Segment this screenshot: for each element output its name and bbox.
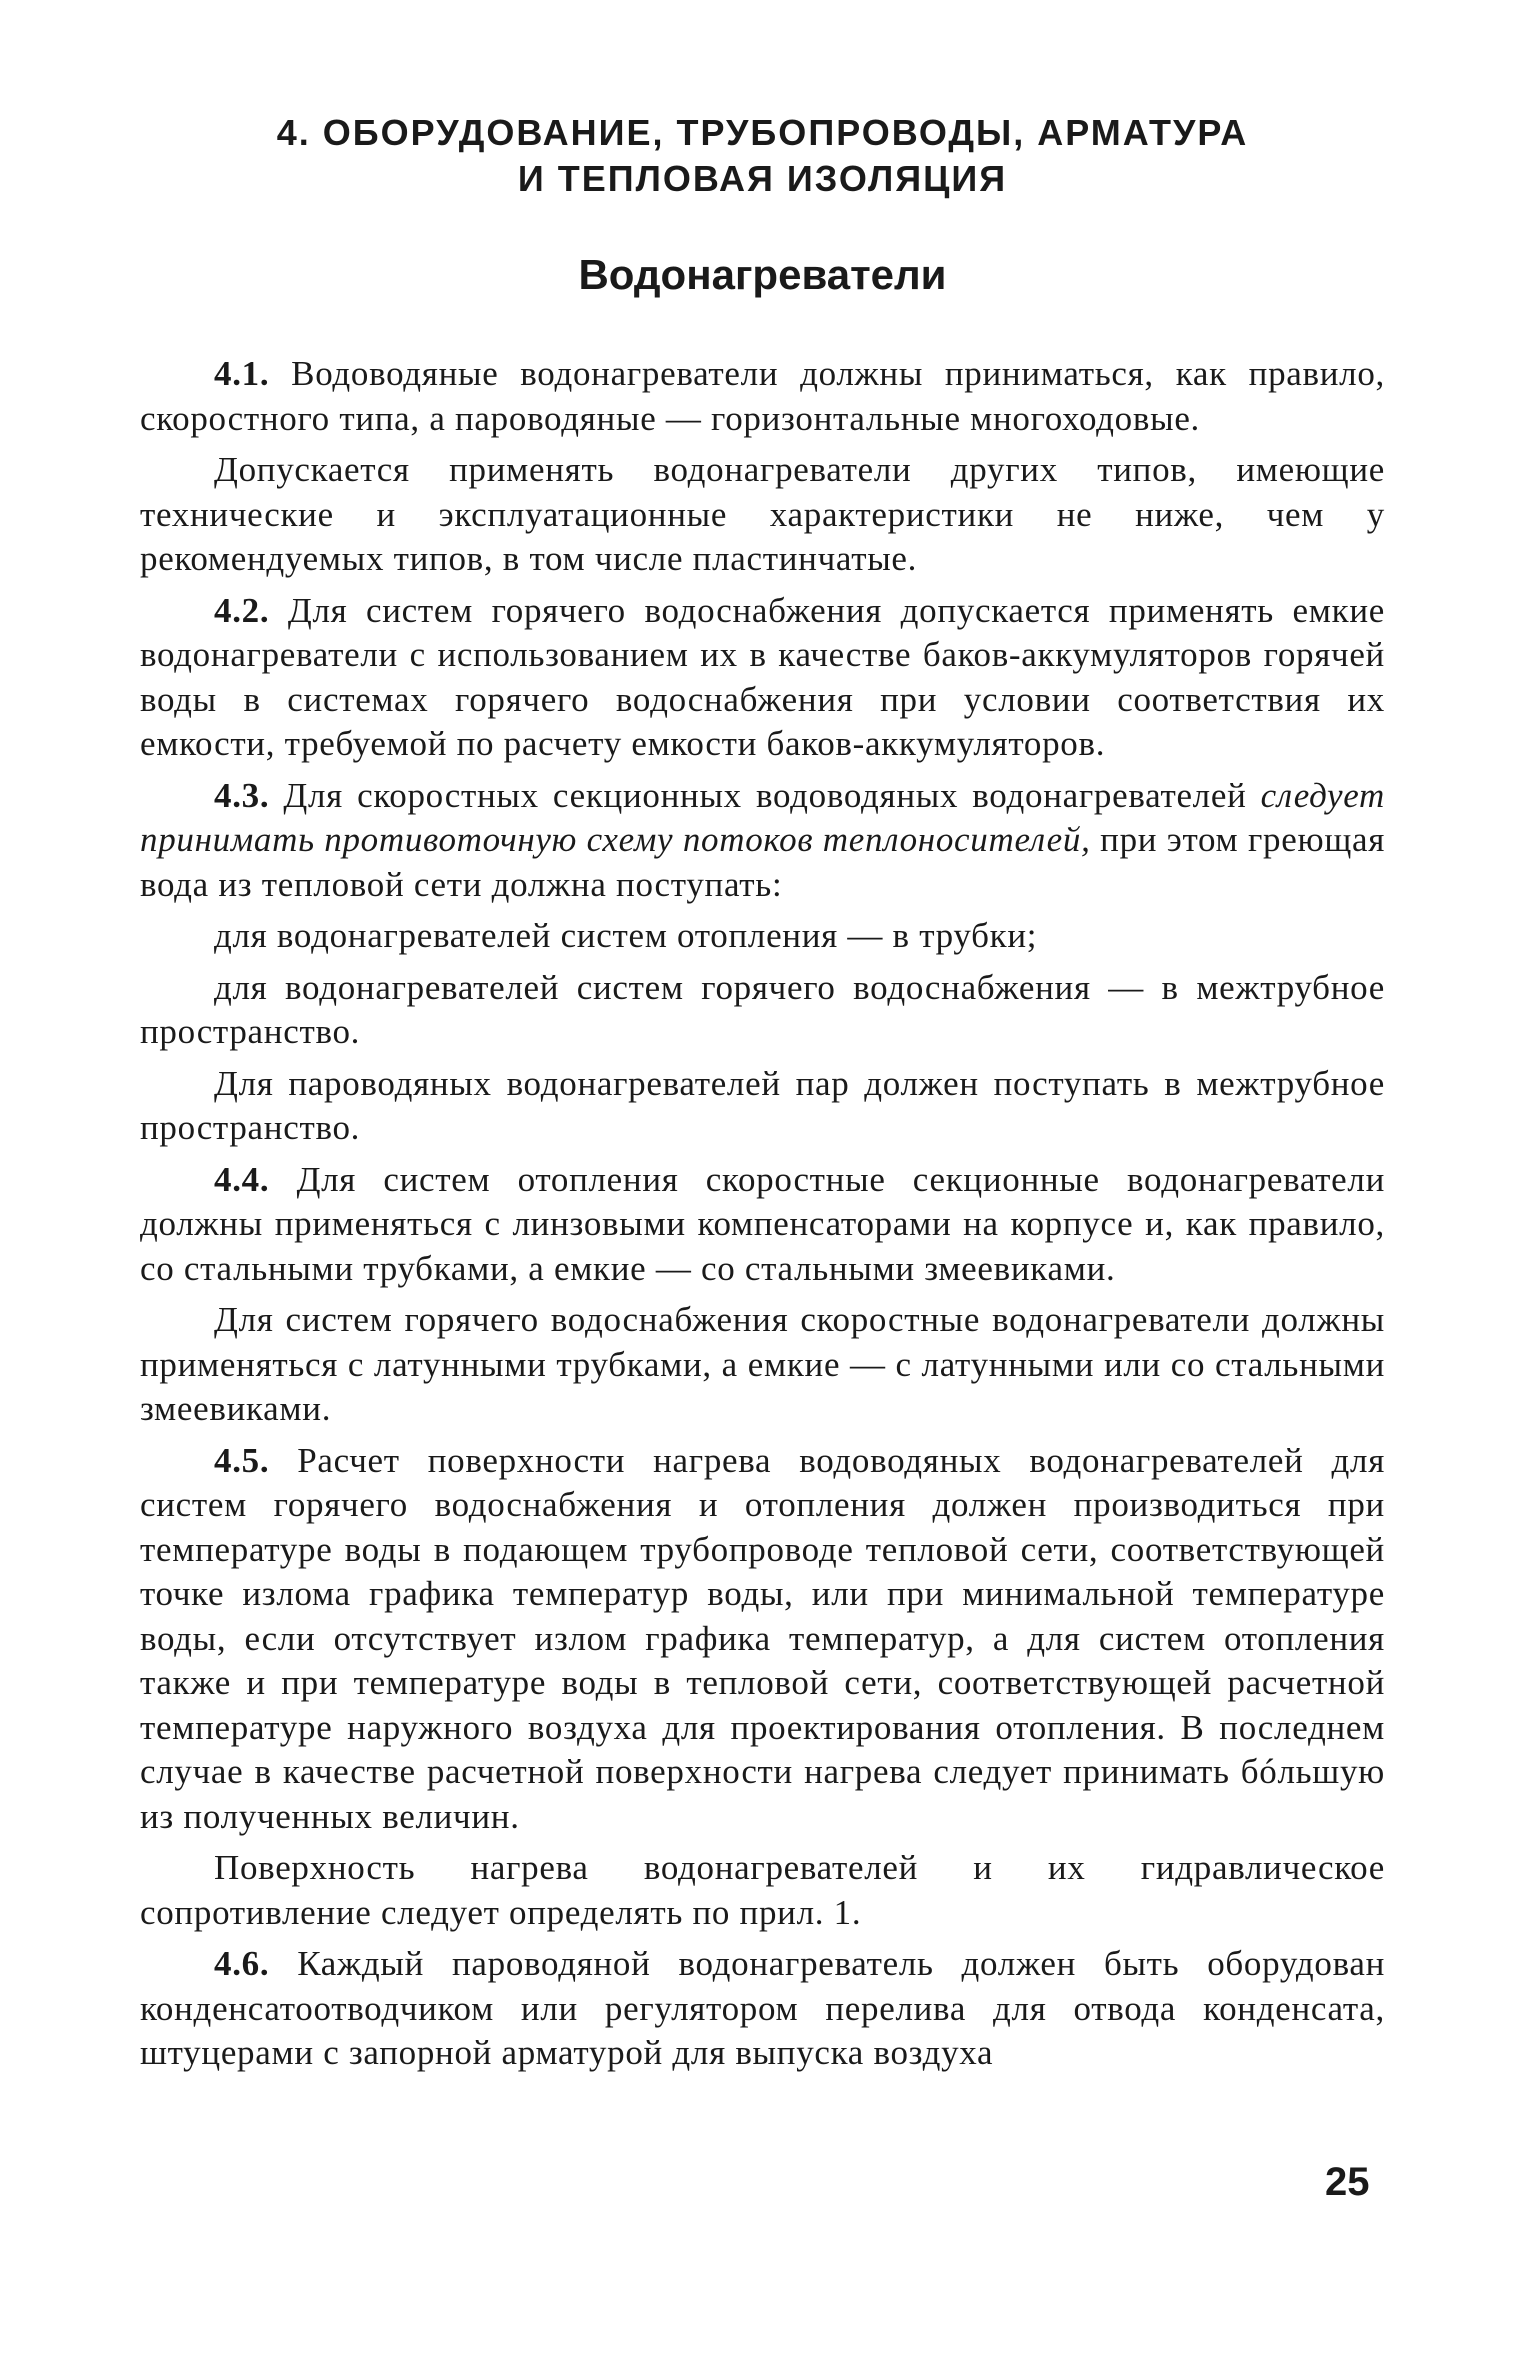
paragraph-text: Для пароводяных водонагревателей пар должен поступать в межтрубное пространство. <box>140 1063 1385 1147</box>
paragraph-text: Для систем горячего водоснабжения скоростные водонагреватели должны применяться с латунными трубками, а емкие — с латунными или со стальными змеевиками. <box>140 1300 1385 1428</box>
paragraph-italic-text: следует принимать противоточную схему потоков теплоносителей, <box>140 775 1385 859</box>
paragraph-text: Поверхность нагрева водонагревателей и их гидравлическое сопротивление следует определять по прил. 1. <box>140 1848 1385 1932</box>
paragraph-text: Для систем отопления скоростные секционные водонагреватели должны применяться с линзовыми компенсаторами на корпусе и, как правило, со стальными трубками, а емкие — со стальными змеевиками. <box>140 1159 1385 1288</box>
clause-number: 4.3. <box>214 775 270 815</box>
paragraph-text: для водонагревателей систем отопления — в трубки; <box>214 916 1038 955</box>
paragraph-4-5-note <box>140 1846 1385 1935</box>
clause-number: 4.2. <box>214 590 270 630</box>
clause-number: 4.5. <box>214 1440 270 1480</box>
paragraph-4-1 <box>140 352 1385 441</box>
paragraph-4-5 <box>140 1439 1385 1840</box>
paragraph-4-1-note <box>140 448 1385 582</box>
clause-number: 4.4. <box>214 1159 270 1199</box>
paragraph-4-4-hot-water <box>140 1298 1385 1432</box>
clause-number: 4.1. <box>214 354 270 393</box>
paragraph-4-3-steam <box>140 1062 1385 1151</box>
paragraph-4-2 <box>140 589 1385 767</box>
clause-number: 4.6. <box>214 1944 270 1983</box>
paragraph-4-3-item-heating <box>140 914 1385 959</box>
paragraph-text: Для скоростных секционных водоводяных водонагревателей <box>269 775 1261 815</box>
document-page <box>140 110 1385 2083</box>
paragraph-text: для водонагревателей систем горячего водоснабжения — в межтрубное пространство. <box>140 967 1385 1051</box>
page-number: 25 <box>1325 2160 1370 2204</box>
paragraph-4-3-item-hot-water <box>140 966 1385 1055</box>
paragraph-text: Водоводяные водонагреватели должны приниматься, как правило, скоростного типа, а пароводяные — горизонтальные многоходовые. <box>140 354 1385 438</box>
section-title <box>140 110 1385 202</box>
paragraph-text: Расчет поверхности нагрева водоводяных водонагревателей для систем горячего водоснабжения и отопления должен производиться при температуре воды в подающем трубопроводе тепловой сети, соответствующей точке излома графика температур воды, или при минимальной температуре воды, если отсутствует излом графика температур, а для систем отопления также и при температуре воды в тепловой сети, соответствующей расчетной температуре наружного воздуха для проектирования отопления. В последнем случае в качестве расчетной поверхности нагрева следует принимать бóльшую из полученных величин. <box>140 1440 1385 1836</box>
paragraph-text: Каждый пароводяной водонагреватель должен быть оборудован конденсатоотводчиком или регулятором перелива для отвода конденсата, штуцерами с запорной арматурой для выпуска воздуха <box>140 1944 1385 2072</box>
paragraph-text: Допускается применять водонагреватели других типов, имеющие технические и эксплуатационные характеристики не ниже, чем у рекомендуемых типов, в том числе пластинчатые. <box>140 450 1385 578</box>
subsection-title: Водонагреватели <box>578 251 947 298</box>
paragraph-4-3 <box>140 774 1385 908</box>
section-title-line1: 4. ОБОРУДОВАНИЕ, ТРУБОПРОВОДЫ, АРМАТУРА <box>276 112 1249 153</box>
section-title-line2: И ТЕПЛОВАЯ ИЗОЛЯЦИЯ <box>517 158 1008 199</box>
paragraph-4-6 <box>140 1942 1385 2076</box>
paragraph-4-4 <box>140 1158 1385 1292</box>
paragraph-text: Для систем горячего водоснабжения допускается применять емкие водонагреватели с использованием их в качестве баков-аккумуляторов горячей воды в системах горячего водоснабжения при условии соответствия их емкости, требуемой по расчету емкости баков-аккумуляторов. <box>140 590 1385 763</box>
paragraph-text: при этом греющая вода из тепловой сети должна поступать: <box>140 820 1386 904</box>
